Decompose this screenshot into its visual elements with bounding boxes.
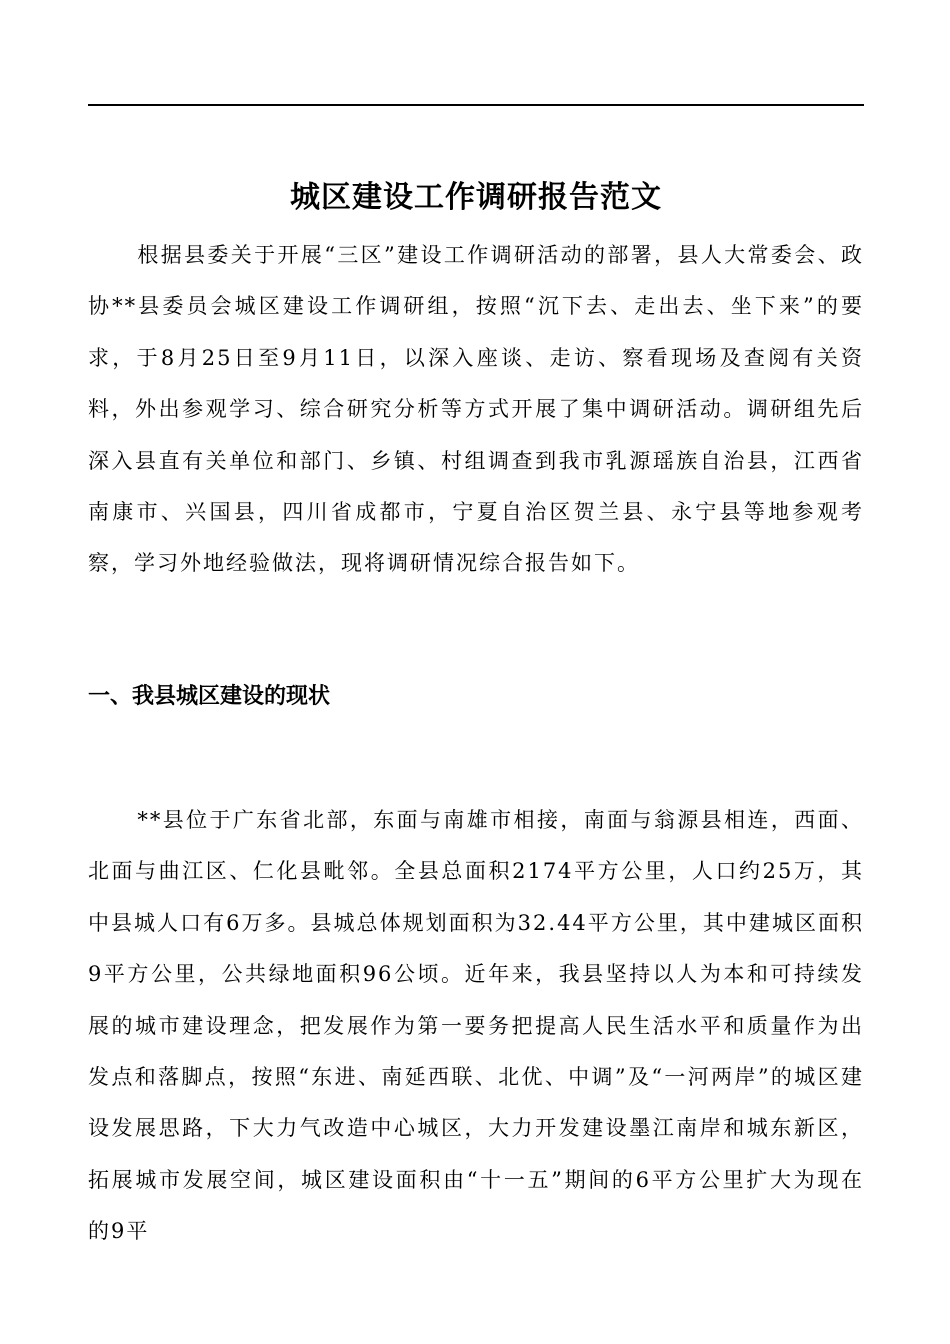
body-paragraph: **县位于广东省北部，东面与南雄市相接，南面与翁源县相连，西面、北面与曲江区、仁化县毗邻。全县总面积2174平方公里，人口约25万，其中县城人口有6万多。县城总体规划面积为32.44平方公里，其中建城区面积9平方公里，公共绿地面积96公顷。近年来，我县坚持以人为本和可持续发展的城市建设理念，把发展作为第一要务把提高人民生活水平和质量作为出发点和落脚点，按照“东进、南延西联、北优、中调”及“一河两岸”的城区建设发展思路，下大力气改造中心城区，大力开发建设墨江南岸和城东新区，拓展城市发展空间，城区建设面积由“十一五”期间的6平方公里扩大为现在的9平 xyxy=(88,808,864,1244)
intro-paragraph: 根据县委关于开展“三区”建设工作调研活动的部署，县人大常委会、政协**县委员会城区建设工作调研组，按照“沉下去、走出去、坐下来”的要求，于8月25日至9月11日，以深入座谈、走访、察看现场及查阅有关资料，外出参观学习、综合研究分析等方式开展了集中调研活动。调研组先后深入县直有关单位和部门、乡镇、村组调查到我市乳源瑶族自治县，江西省南康市、兴国县，四川省成都市，宁夏自治区贺兰县、永宁县等地参观考察，学习外地经验做法，现将调研情况综合报告如下。 xyxy=(88,243,864,576)
header-rule xyxy=(88,104,864,106)
document-title: 城区建设工作调研报告范文 xyxy=(290,180,662,216)
section-heading: 一、我县城区建设的现状 xyxy=(88,684,331,709)
